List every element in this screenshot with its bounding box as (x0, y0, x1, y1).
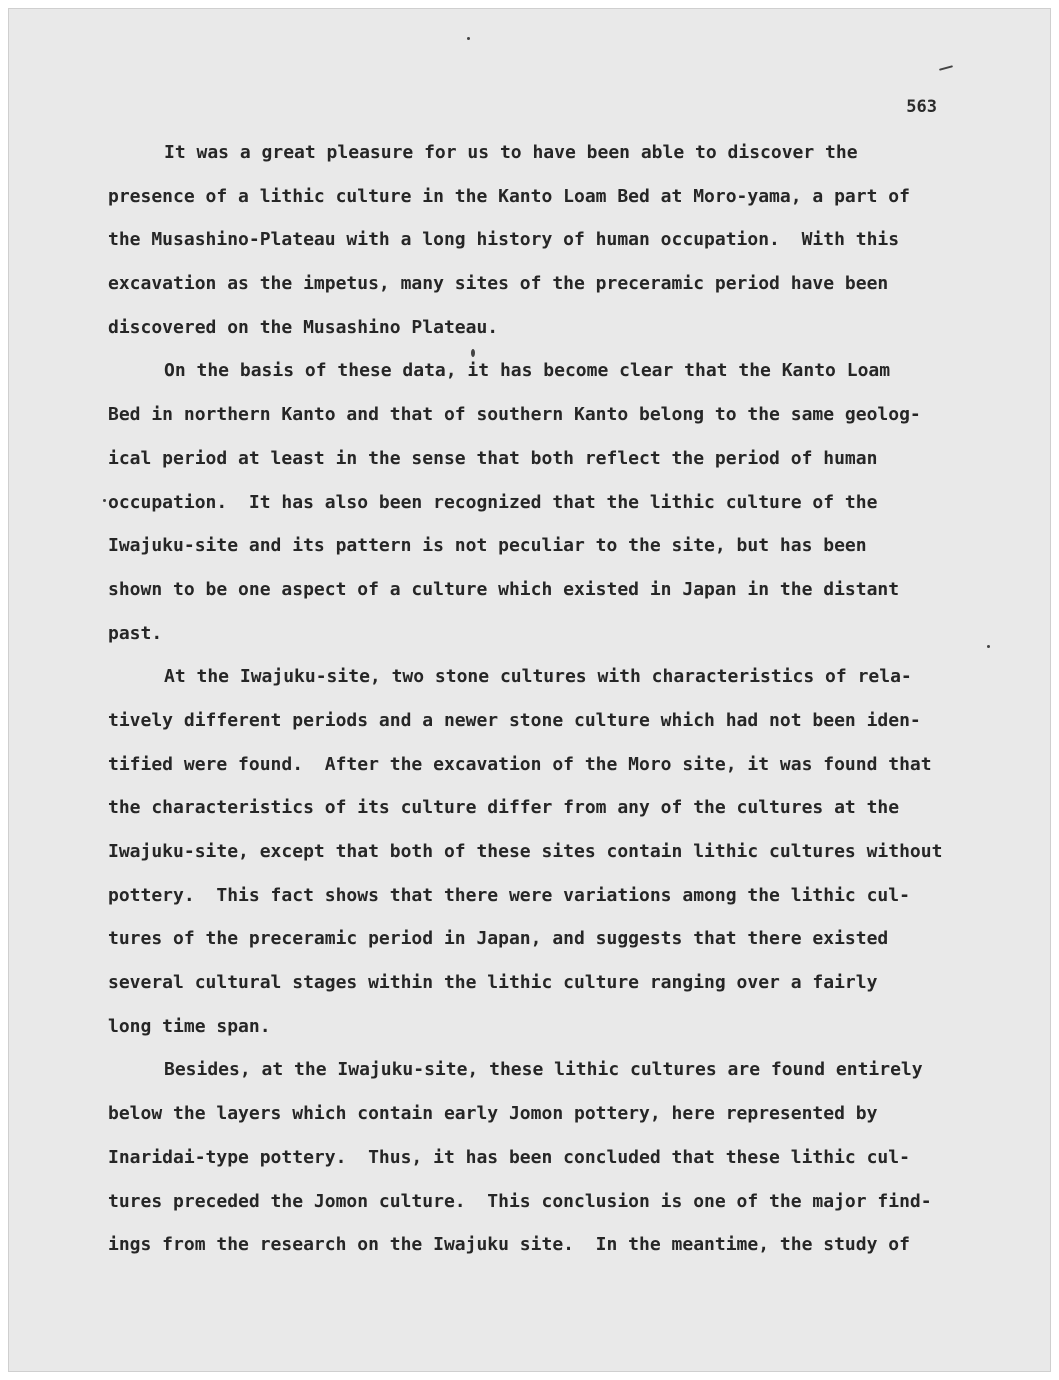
paragraph (108, 131, 988, 349)
text-line: below the layers which contain early Jomon pottery, here represented by (108, 1103, 878, 1125)
text-line: pottery. This fact shows that there were variations among the lithic cul- (108, 884, 910, 906)
text-line: the Musashino-Plateau with a long history of human occupation. With this (108, 229, 900, 251)
text-line: Inaridai-type pottery. Thus, it has been concluded that these lithic cul- (108, 1146, 910, 1168)
text-line: shown to be one aspect of a culture which existed in Japan in the distant (108, 578, 900, 600)
scan-speck (987, 645, 990, 648)
scan-speck (939, 65, 953, 71)
text-line: discovered on the Musashino Plateau. (108, 316, 499, 338)
text-line: Iwajuku-site and its pattern is not peculiar to the site, but has been (108, 535, 867, 557)
text-line: It was a great pleasure for us to have been able to discover the (164, 142, 858, 163)
text-line: occupation. It has also been recognized that the lithic culture of the (108, 491, 878, 513)
text-line: several cultural stages within the lithic culture ranging over a fairly (108, 972, 878, 994)
paragraph (108, 1048, 988, 1266)
text-line: On the basis of these data, it has become clear that the Kanto Loam (164, 360, 891, 382)
text-line: past. (108, 622, 163, 644)
scan-speck (103, 499, 106, 502)
scan-speck (471, 349, 475, 357)
text-line: tures of the preceramic period in Japan, and suggests that there existed (108, 928, 889, 950)
paragraph (108, 655, 988, 1048)
text-line: Bed in northern Kanto and that of southern Kanto belong to the same geolog- (108, 404, 921, 426)
text-line: tures preceded the Jomon culture. This conclusion is one of the major find- (108, 1190, 932, 1212)
text-line: excavation as the impetus, many sites of the preceramic period have been (108, 273, 889, 295)
text-line: Besides, at the Iwajuku-site, these lithic cultures are found entirely (164, 1059, 923, 1081)
scan-speck (467, 37, 470, 40)
document-page (8, 8, 1051, 1372)
paragraph (108, 349, 988, 655)
text-line: presence of a lithic culture in the Kanto Loam Bed at Moro-yama, a part of (108, 185, 910, 207)
text-line: long time span. (108, 1015, 271, 1037)
text-line: Iwajuku-site, except that both of these sites contain lithic cultures without (108, 841, 943, 862)
text-line: the characteristics of its culture differ from any of the cultures at the (108, 797, 900, 819)
text-line: ical period at least in the sense that both reflect the period of human (108, 447, 878, 469)
page-number: 563 (906, 97, 937, 117)
text-line: tified were found. After the excavation of the Moro site, it was found that (108, 753, 932, 775)
text-line: tively different periods and a newer stone culture which had not been iden- (108, 709, 921, 731)
text-line: At the Iwajuku-site, two stone cultures with characteristics of rela- (164, 666, 912, 688)
text-line: ings from the research on the Iwajuku site. In the meantime, the study of (108, 1234, 910, 1256)
body-text (108, 131, 988, 1267)
